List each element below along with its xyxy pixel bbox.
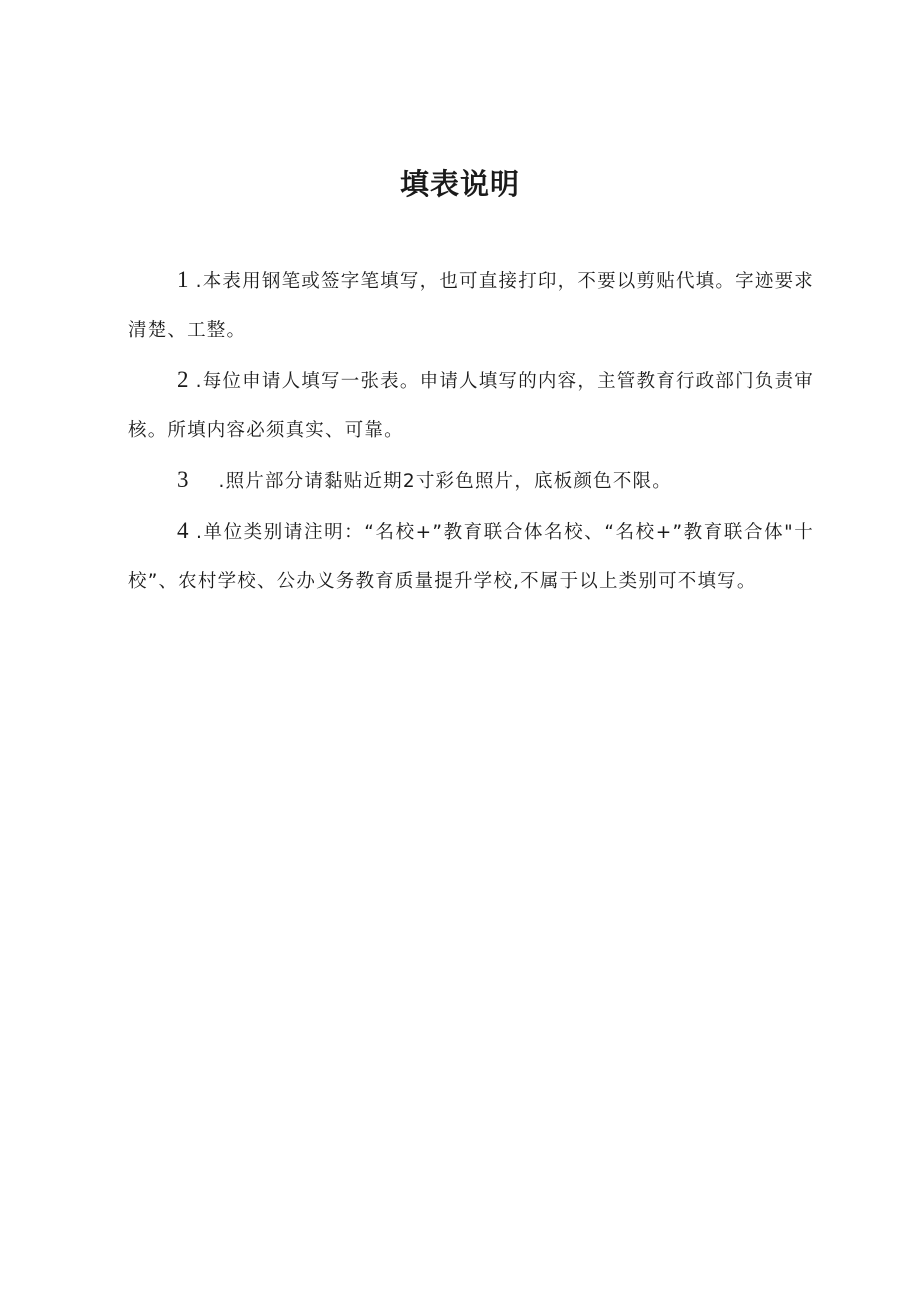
instruction-item-2 (128, 355, 814, 455)
instruction-item-1 (128, 255, 814, 355)
item-text: .单位类别请注明：“名校+”教育联合体名校、“名校+”教育联合体"十校”、农村学校、公办义务教育质量提升学校,不属于以上类别可不填写。 (128, 522, 814, 592)
item-number: 4 (177, 518, 189, 543)
item-text: .照片部分请黏贴近期2寸彩色照片，底板颜色不限。 (218, 471, 672, 492)
item-text: .本表用钢笔或签字笔填写，也可直接打印，不要以剪贴代填。字迹要求清楚、工整。 (128, 271, 814, 341)
instructions-list (128, 255, 814, 606)
page-title: 填表说明 (399, 167, 520, 201)
item-number: 3 (177, 467, 189, 492)
instruction-item-3 (128, 455, 814, 506)
item-text: .每位申请人填写一张表。申请人填写的内容，主管教育行政部门负责审核。所填内容必须真实、可靠。 (128, 371, 814, 441)
instruction-item-4 (128, 506, 814, 606)
item-number: 2 (177, 367, 189, 392)
item-number: 1 (177, 267, 189, 292)
